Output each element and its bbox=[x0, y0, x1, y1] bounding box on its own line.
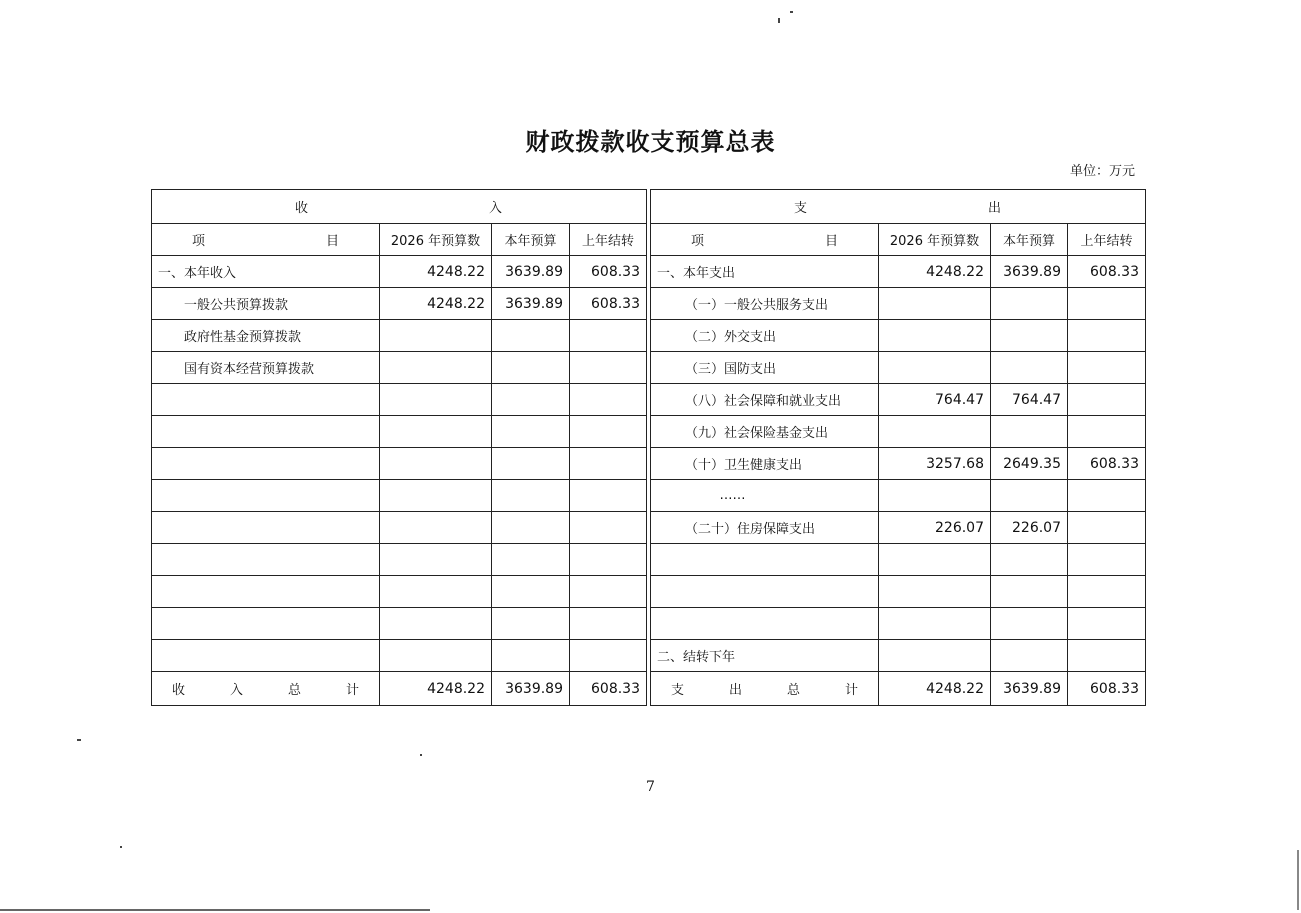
income-budget-2026 bbox=[380, 640, 492, 672]
page-title: 财政拨款收支预算总表 bbox=[525, 128, 776, 156]
income-carryover bbox=[570, 352, 647, 384]
expense-current-year bbox=[991, 480, 1068, 512]
income-budget-2026 bbox=[380, 320, 492, 352]
income-current-year: 3639.89 bbox=[492, 288, 570, 320]
income-carryover bbox=[570, 576, 647, 608]
budget-table bbox=[151, 189, 1146, 706]
table-row bbox=[152, 288, 1146, 320]
expense-current-year-header: 本年预算 bbox=[991, 224, 1068, 256]
scan-speck bbox=[778, 18, 780, 23]
expense-current-year: 226.07 bbox=[991, 512, 1068, 544]
income-carryover bbox=[570, 640, 647, 672]
income-carryover bbox=[570, 384, 647, 416]
expense-carryover bbox=[1068, 320, 1146, 352]
income-item: 一般公共预算拨款 bbox=[152, 288, 380, 320]
expense-carryover bbox=[1068, 640, 1146, 672]
income-current-year bbox=[492, 448, 570, 480]
expense-budget-2026 bbox=[879, 416, 991, 448]
income-current-year bbox=[492, 512, 570, 544]
income-carryover bbox=[570, 480, 647, 512]
income-item bbox=[152, 640, 380, 672]
expense-current-year bbox=[991, 576, 1068, 608]
expense-carryover bbox=[1068, 352, 1146, 384]
expense-budget-2026: 4248.22 bbox=[879, 256, 991, 288]
expense-current-year bbox=[991, 320, 1068, 352]
income-item: 国有资本经营预算拨款 bbox=[152, 352, 380, 384]
expense-item: 一、本年支出 bbox=[651, 256, 879, 288]
income-item bbox=[152, 544, 380, 576]
income-current-year: 3639.89 bbox=[492, 256, 570, 288]
income-budget-2026 bbox=[380, 480, 492, 512]
expense-item: （二）外交支出 bbox=[651, 320, 879, 352]
table-row bbox=[152, 544, 1146, 576]
expense-budget-2026 bbox=[879, 576, 991, 608]
income-item bbox=[152, 448, 380, 480]
expense-budget-2026 bbox=[879, 480, 991, 512]
expense-carryover bbox=[1068, 608, 1146, 640]
table-row bbox=[152, 384, 1146, 416]
expense-carryover bbox=[1068, 288, 1146, 320]
expense-carryover bbox=[1068, 480, 1146, 512]
expense-current-year bbox=[991, 352, 1068, 384]
income-budget-2026 bbox=[380, 448, 492, 480]
expense-item: 二、结转下年 bbox=[651, 640, 879, 672]
table-row bbox=[152, 512, 1146, 544]
expense-carryover: 608.33 bbox=[1068, 448, 1146, 480]
income-budget-2026 bbox=[380, 512, 492, 544]
income-current-year bbox=[492, 608, 570, 640]
expense-item bbox=[651, 576, 879, 608]
scan-speck bbox=[77, 739, 81, 741]
table-row bbox=[152, 480, 1146, 512]
expense-current-year: 764.47 bbox=[991, 384, 1068, 416]
expense-carryover bbox=[1068, 576, 1146, 608]
income-current-year bbox=[492, 352, 570, 384]
expense-item: （十）卫生健康支出 bbox=[651, 448, 879, 480]
expense-budget-2026 bbox=[879, 288, 991, 320]
expense-carryover bbox=[1068, 416, 1146, 448]
scan-edge-line bbox=[1297, 850, 1299, 910]
expense-current-year: 3639.89 bbox=[991, 256, 1068, 288]
income-carryover bbox=[570, 416, 647, 448]
expense-item bbox=[651, 608, 879, 640]
expense-item: （九）社会保险基金支出 bbox=[651, 416, 879, 448]
expense-carryover bbox=[1068, 544, 1146, 576]
expense-item-header: 项 目 bbox=[651, 224, 879, 256]
expense-item-ellipsis: …… bbox=[651, 480, 879, 512]
income-total-budget-2026: 4248.22 bbox=[380, 672, 492, 706]
income-total-current-year: 3639.89 bbox=[492, 672, 570, 706]
income-budget-2026 bbox=[380, 352, 492, 384]
income-budget-2026 bbox=[380, 576, 492, 608]
expense-budget-2026-header: 2026 年预算数 bbox=[879, 224, 991, 256]
expense-budget-2026 bbox=[879, 352, 991, 384]
income-item bbox=[152, 480, 380, 512]
expense-budget-2026 bbox=[879, 608, 991, 640]
table-row bbox=[152, 576, 1146, 608]
expense-current-year bbox=[991, 608, 1068, 640]
expense-item: （三）国防支出 bbox=[651, 352, 879, 384]
page-number: 7 bbox=[646, 779, 655, 795]
expense-budget-2026 bbox=[879, 320, 991, 352]
table-row bbox=[152, 320, 1146, 352]
expense-budget-2026 bbox=[879, 544, 991, 576]
income-current-year bbox=[492, 384, 570, 416]
table-row bbox=[152, 256, 1146, 288]
expense-current-year bbox=[991, 640, 1068, 672]
income-carryover: 608.33 bbox=[570, 288, 647, 320]
income-current-year bbox=[492, 480, 570, 512]
expense-item: （一）一般公共服务支出 bbox=[651, 288, 879, 320]
expense-current-year: 2649.35 bbox=[991, 448, 1068, 480]
income-carryover bbox=[570, 608, 647, 640]
income-budget-2026 bbox=[380, 384, 492, 416]
income-item bbox=[152, 608, 380, 640]
income-current-year bbox=[492, 576, 570, 608]
income-budget-2026: 4248.22 bbox=[380, 288, 492, 320]
income-current-year bbox=[492, 416, 570, 448]
expense-carryover: 608.33 bbox=[1068, 256, 1146, 288]
income-carryover bbox=[570, 544, 647, 576]
scan-speck bbox=[120, 846, 122, 848]
table-row bbox=[152, 416, 1146, 448]
expense-item: （八）社会保障和就业支出 bbox=[651, 384, 879, 416]
expense-budget-2026: 226.07 bbox=[879, 512, 991, 544]
table-row bbox=[152, 352, 1146, 384]
expense-total-label: 支 出 总 计 bbox=[651, 672, 879, 706]
expense-item bbox=[651, 544, 879, 576]
income-current-year-header: 本年预算 bbox=[492, 224, 570, 256]
income-budget-2026: 4248.22 bbox=[380, 256, 492, 288]
income-current-year bbox=[492, 640, 570, 672]
expense-current-year bbox=[991, 416, 1068, 448]
income-item bbox=[152, 384, 380, 416]
expense-current-year bbox=[991, 288, 1068, 320]
income-budget-2026-header: 2026 年预算数 bbox=[380, 224, 492, 256]
table-row bbox=[152, 608, 1146, 640]
income-total-carryover: 608.33 bbox=[570, 672, 647, 706]
scan-edge-line bbox=[0, 909, 430, 911]
totals-row bbox=[152, 672, 1146, 706]
income-carryover: 608.33 bbox=[570, 256, 647, 288]
income-section-header: 收 入 bbox=[152, 190, 647, 224]
income-item bbox=[152, 512, 380, 544]
income-carryover bbox=[570, 512, 647, 544]
expense-total-current-year: 3639.89 bbox=[991, 672, 1068, 706]
table-row bbox=[152, 640, 1146, 672]
expense-current-year bbox=[991, 544, 1068, 576]
unit-label: 单位：万元 bbox=[1069, 164, 1135, 179]
expense-carryover-header: 上年结转 bbox=[1068, 224, 1146, 256]
income-carryover bbox=[570, 448, 647, 480]
income-item bbox=[152, 416, 380, 448]
income-carryover bbox=[570, 320, 647, 352]
income-budget-2026 bbox=[380, 544, 492, 576]
expense-item: （二十）住房保障支出 bbox=[651, 512, 879, 544]
income-current-year bbox=[492, 320, 570, 352]
expense-total-carryover: 608.33 bbox=[1068, 672, 1146, 706]
expense-total-budget-2026: 4248.22 bbox=[879, 672, 991, 706]
expense-budget-2026 bbox=[879, 640, 991, 672]
income-item bbox=[152, 576, 380, 608]
income-budget-2026 bbox=[380, 416, 492, 448]
expense-section-header: 支 出 bbox=[651, 190, 1146, 224]
income-budget-2026 bbox=[380, 608, 492, 640]
table-row bbox=[152, 448, 1146, 480]
scan-speck bbox=[420, 754, 422, 756]
income-item: 政府性基金预算拨款 bbox=[152, 320, 380, 352]
expense-budget-2026: 3257.68 bbox=[879, 448, 991, 480]
expense-budget-2026: 764.47 bbox=[879, 384, 991, 416]
income-current-year bbox=[492, 544, 570, 576]
income-total-label: 收 入 总 计 bbox=[152, 672, 380, 706]
income-item-header: 项 目 bbox=[152, 224, 380, 256]
scan-speck bbox=[790, 11, 793, 13]
income-carryover-header: 上年结转 bbox=[570, 224, 647, 256]
income-item: 一、本年收入 bbox=[152, 256, 380, 288]
expense-carryover bbox=[1068, 512, 1146, 544]
expense-carryover bbox=[1068, 384, 1146, 416]
